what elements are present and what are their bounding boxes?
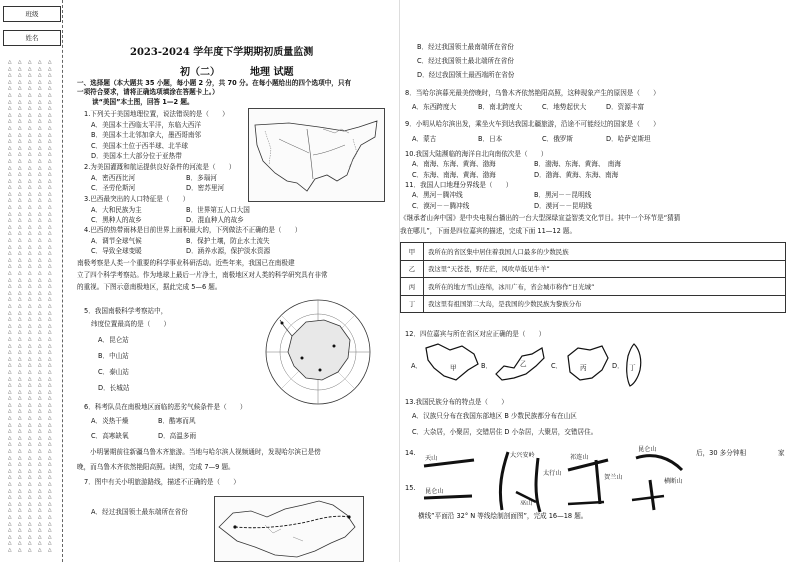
q10-option-c[interactable]: C．东海、南海、黄海、渤海 — [412, 171, 496, 179]
china-route-map-svg — [215, 497, 363, 561]
q7-option-b[interactable]: B．经过我国领土最南端所在省份 — [417, 43, 514, 51]
quiz-show-passage-1: 《继承者山奔中国》是中央电视台播出的一台大型深绿宣益智类文化节目。其中一个环节是“猜猜 — [400, 214, 681, 222]
q1-option-c[interactable]: C．美国本土位于西半球、北半球 — [91, 142, 188, 150]
q5-option-b[interactable]: B．中山站 — [98, 352, 129, 360]
question-9: 9．小明从哈尔滨出发，乘坐火车到达我国北疆旅游，沿途不可能经过的国家是（ ） — [405, 120, 660, 128]
antarctica-passage-3: 的重视。下图示意南极地区，据此完成 5—6 题。 — [77, 283, 222, 291]
shape-label-jia: 甲 — [450, 364, 457, 372]
triangle-column-3: △ △ △ △ △ △ △ △ △ △ △ △ △ △ △ △ △ △ △ △ △ △ △ △ △ △ △ △ △ △ △ △ △ △ △ △ △ △ △ △ △ △ △ △ △ △ △ △ △ △ △ △ △ △ △ △ △ △ △ △ △ △ △ △ △ △ △ △ △ △ △ △ △ △ △ — [28, 60, 32, 553]
q6-option-a[interactable]: A．炎热干燥 — [91, 417, 129, 425]
table-row — [401, 278, 786, 296]
row-text: 我这里有祖国第二大岛，是我国的少数民族为黎族分布 — [424, 295, 786, 313]
antarctica-passage-1: 南极考察是人类一个重要的科学事业科研活动。近些年来，我国已在南极建 — [77, 259, 295, 267]
q2-option-a[interactable]: A．密西西比河 — [91, 174, 136, 182]
q3-option-c[interactable]: C．黑种人的故乡 — [91, 216, 142, 224]
q5-option-a[interactable]: A．昆仑站 — [98, 336, 129, 344]
question-8: 8．当哈尔滨暮光最美傍晚时，乌鲁木齐依然艳阳高照，这种现象产生的原因是（ ） — [405, 89, 660, 97]
triangle-column-1: △ △ △ △ △ △ △ △ △ △ △ △ △ △ △ △ △ △ △ △ △ △ △ △ △ △ △ △ △ △ △ △ △ △ △ △ △ △ △ △ △ △ △ △ △ △ △ △ △ △ △ △ △ △ △ △ △ △ △ △ △ △ △ △ △ △ △ △ △ △ △ △ △ △ △ — [8, 60, 12, 553]
label-kunlun-2: 昆仑山 — [638, 446, 657, 453]
q4-option-b[interactable]: B．保护土壤，防止水土流失 — [186, 237, 270, 245]
question-11: 11．我国人口地理分界线是（ ） — [405, 181, 513, 189]
province-shape-c — [562, 342, 612, 384]
china-route-map — [214, 496, 364, 562]
row-key: 丁 — [401, 295, 424, 313]
q13-option-cd[interactable]: C．大杂居，小聚居，交错居住 D 小杂居，大聚居，交错居住。 — [412, 428, 598, 436]
table-row — [401, 295, 786, 313]
question-5-line-2: 纬度位置最高的是（ ） — [91, 320, 171, 328]
label-wushan: 巫山 — [520, 500, 533, 507]
q9-option-c[interactable]: C．俄罗斯 — [542, 135, 573, 143]
question-14-tail: 后，30 多分钟相 — [696, 449, 747, 457]
label-hengduan: 横断山 — [664, 478, 683, 485]
q11-option-a[interactable]: A．黑河－腾冲线 — [412, 191, 463, 199]
q1-option-d[interactable]: D．美国本土大部分位于亚热带 — [91, 152, 182, 160]
question-14: 14. — [405, 449, 416, 457]
row-key: 甲 — [401, 243, 424, 261]
shape-label-ding: 丁 — [629, 364, 636, 372]
q9-option-a[interactable]: A．蒙古 — [412, 135, 437, 143]
q2-option-c[interactable]: C．圣劳伦斯河 — [91, 184, 136, 192]
q4-option-c[interactable]: C．导致全球变暖 — [91, 247, 142, 255]
q10-option-a[interactable]: A．南海、东海、黄海、渤海 — [412, 160, 496, 168]
quiz-show-passage-2: 我在哪儿”，下面是四位嘉宾的描述，完成下面 11—12 题。 — [400, 227, 577, 235]
q11-option-c[interactable]: C．漠河－－腾冲线 — [412, 202, 470, 210]
q1-option-a[interactable]: A．美国本土西临太平洋，东临大西洋 — [91, 121, 202, 129]
q4-option-a[interactable]: A．调节全球气候 — [91, 237, 142, 245]
q1-option-b[interactable]: B．美国本土北邻加拿大，墨西哥南邻 — [91, 131, 202, 139]
q7-option-a[interactable]: A．经过我国领土最东端所在省份 — [91, 508, 188, 516]
question-12: 12．四位嘉宾与所在省区对应正确的是（ ） — [405, 330, 546, 338]
name-label: 姓名 — [25, 34, 39, 42]
q12-option-a[interactable]: A． — [411, 362, 423, 370]
question-5: 5．我国南极科学考察站中， — [84, 307, 168, 315]
page-title: 2023-2024 学年度下学期期初质量监测 — [130, 47, 314, 58]
instructions-line-1: 一、选择题（本大题共 35 小题，每小题 2 分，共 70 分。在每小题给出的四个选项中，只有 — [77, 79, 352, 87]
q3-option-b[interactable]: B．世界第五人口大国 — [186, 206, 250, 214]
class-label: 班级 — [25, 10, 39, 18]
binding-line — [62, 0, 63, 562]
binding-sidebar — [0, 0, 60, 562]
q3-option-a[interactable]: A．大和民族为主 — [91, 206, 142, 214]
question-4: 4.巴西的热带雨林是目前世界上面积最大的，下列做法不正确的是（ ） — [84, 226, 302, 234]
shape-label-bing: 丙 — [580, 364, 587, 372]
q9-option-b[interactable]: B．日本 — [478, 135, 503, 143]
q8-option-b[interactable]: B．南北跨度大 — [478, 103, 523, 111]
q5-option-d[interactable]: D．长城站 — [98, 384, 130, 392]
q13-option-ab[interactable]: A．汉族只分布在我国东部地区 B 少数民族都分布在山区 — [412, 412, 577, 420]
question-3: 3.巴西最突出的人口特征是（ ） — [84, 195, 190, 203]
intro-q1-2: 读“美国”本土图，回答 1—2 题。 — [92, 98, 194, 106]
q12-option-c[interactable]: C． — [551, 362, 563, 370]
q8-option-d[interactable]: D．资源丰富 — [606, 103, 645, 111]
instructions-line-2: 一项符合要求，请将正确选项填涂在答题卡上。） — [77, 88, 219, 96]
q6-option-c[interactable]: C．高寒缺氧 — [91, 432, 129, 440]
row-text: 我所在的地方雪山连绵，冰川广布，省会城市称作“日光城” — [424, 278, 786, 296]
q10-option-d[interactable]: D．渤海、黄海、东海、南海 — [534, 171, 619, 179]
name-field[interactable] — [3, 30, 61, 46]
q11-option-b[interactable]: B．黑河－－昆明线 — [534, 191, 592, 199]
q12-option-b[interactable]: B． — [481, 362, 493, 370]
q10-option-b[interactable]: B．渤海、东海、黄海、 南海 — [534, 160, 621, 168]
table-row — [401, 260, 786, 278]
antarctica-map — [262, 296, 374, 408]
q8-option-c[interactable]: C．地势起伏大 — [542, 103, 587, 111]
q7-option-c[interactable]: C．经过我国领土最北端所在省份 — [417, 57, 514, 65]
q3-option-d[interactable]: D．混血种人的故乡 — [186, 216, 244, 224]
question-1: 1.下列关于美国地理位置，说法错误的是（ ） — [84, 110, 229, 118]
label-kunlun: 昆仑山 — [425, 488, 444, 495]
label-taihangshan: 太行山 — [543, 470, 562, 477]
triangle-column-4: △ △ △ △ △ △ △ △ △ △ △ △ △ △ △ △ △ △ △ △ △ △ △ △ △ △ △ △ △ △ △ △ △ △ △ △ △ △ △ △ △ △ △ △ △ △ △ △ △ △ △ △ △ △ △ △ △ △ △ △ △ △ △ △ △ △ △ △ △ △ △ △ △ △ △ — [38, 60, 42, 553]
question-14-tail-2: 家 — [778, 449, 785, 457]
label-tianshan: 天山 — [425, 455, 438, 462]
usa-map — [248, 108, 385, 202]
q11-option-d[interactable]: D．漠河－－昆明线 — [534, 202, 592, 210]
question-7: 7．图中有关小明旅游路线，描述不正确的是（ ） — [84, 478, 240, 486]
question-2: 2.为美国灌溉和航运提供良好条件的河流是（ ） — [84, 163, 236, 171]
table-row — [401, 243, 786, 261]
row-text: 我这里“天苍苍，野茫茫，风吹草低见牛羊” — [424, 260, 786, 278]
province-shape-a — [422, 340, 482, 384]
q2-option-d[interactable]: D．密苏里河 — [186, 184, 225, 192]
question-10: 10.我国大陆濒临的海洋自北向南依次是（ ） — [405, 150, 548, 158]
row-key: 乙 — [401, 260, 424, 278]
travel-passage-1: 小明暑期前往新疆乌鲁木齐旅游。当地与哈尔滨人视频通时，发现哈尔滨已是傍 — [90, 448, 321, 456]
antarctica-passage-2: 立了四个科学考察站。作为地球上最后一片净土，南极地区对人类的科学研究具有非常 — [77, 271, 328, 279]
label-qilianshan: 祁连山 — [570, 454, 589, 461]
question-6: 6．科考队员在南极地区面临的恶劣气候条件是（ ） — [84, 403, 247, 411]
travel-passage-2: 晚，而乌鲁木齐依然艳阳高照。读图，完成 7—9 题。 — [77, 463, 235, 471]
triangle-column-2: △ △ △ △ △ △ △ △ △ △ △ △ △ △ △ △ △ △ △ △ △ △ △ △ △ △ △ △ △ △ △ △ △ △ △ △ △ △ △ △ △ △ △ △ △ △ △ △ △ △ △ △ △ △ △ △ △ △ △ △ △ △ △ △ △ △ △ △ △ △ △ △ △ △ △ — [18, 60, 22, 553]
question-13: 13.我国民族分布的特点是（ ） — [405, 398, 508, 406]
q6-option-d[interactable]: D．高温多雨 — [158, 432, 197, 440]
shape-label-yi: 乙 — [520, 360, 527, 368]
class-field[interactable] — [3, 6, 61, 22]
question-15: 15. — [405, 484, 416, 492]
usa-map-svg — [249, 109, 384, 201]
guest-description-table — [400, 242, 786, 313]
q9-option-d[interactable]: D．哈萨克斯坦 — [606, 135, 651, 143]
antarctica-map-svg — [262, 296, 374, 408]
subject-label: 地理 试题 — [250, 67, 294, 78]
q12-option-d[interactable]: D． — [612, 362, 624, 370]
label-helanshan: 贺兰山 — [604, 474, 623, 481]
q7-option-d[interactable]: D．经过我国领土最西端所在省份 — [417, 71, 515, 79]
q6-option-b[interactable]: B．酷寒而风 — [158, 417, 196, 425]
q8-option-a[interactable]: A．东西跨度大 — [412, 103, 457, 111]
grade-label: 初（二） — [180, 67, 220, 78]
triangle-column-5: △ △ △ △ △ △ △ △ △ △ △ △ △ △ △ △ △ △ △ △ △ △ △ △ △ △ △ △ △ △ △ △ △ △ △ △ △ △ △ △ △ △ △ △ △ △ △ △ △ △ △ △ △ △ △ △ △ △ △ △ △ △ △ △ △ △ △ △ △ △ △ △ △ △ △ — [48, 60, 52, 553]
row-text: 我所在的省区集中居住着我国人口最多的少数民族 — [424, 243, 786, 261]
row-key: 丙 — [401, 278, 424, 296]
q2-option-b[interactable]: B．多瑙河 — [186, 174, 217, 182]
q4-option-d[interactable]: D．涵养水源，保护淡水资源 — [186, 247, 271, 255]
question-15-text: 横线”平面沿 32° N 等线绘制剖面图”，完成 16—18 题。 — [418, 512, 588, 520]
label-daxinganling: 大兴安岭 — [510, 452, 535, 459]
q5-option-c[interactable]: C．泰山站 — [98, 368, 129, 376]
